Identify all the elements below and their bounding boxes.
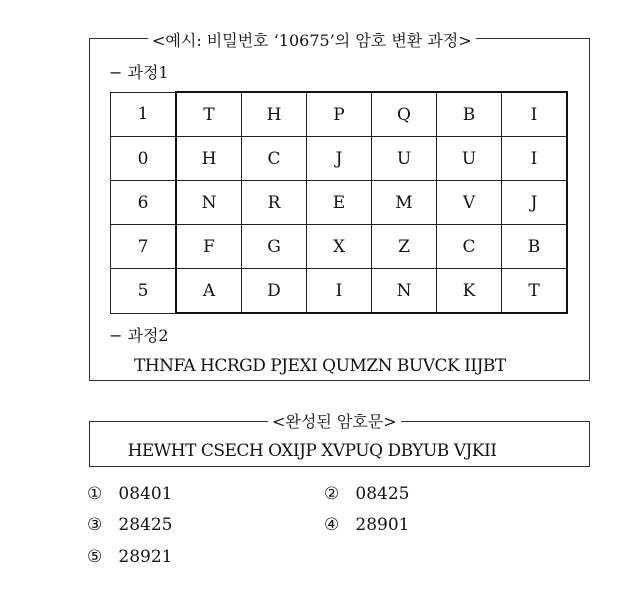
grid-letter-cell: U [372,137,437,181]
grid-key-cell: 7 [111,225,177,269]
grid-letter-cell: N [176,181,242,225]
grid-letter-cell: U [437,137,502,181]
step2-label: − 과정2 [109,326,169,345]
grid-letter-cell: B [502,225,568,269]
option-1-number: ① [87,484,103,504]
grid-letter-cell: N [372,269,437,314]
grid-row [111,225,568,269]
option-5-number: ⑤ [87,547,103,567]
grid-letter-cell: T [502,269,568,314]
option-5[interactable] [87,547,173,567]
grid-letter-cell: G [242,225,307,269]
option-1[interactable] [87,484,173,504]
option-2-value: 08425 [355,484,410,504]
grid-letter-cell: C [437,225,502,269]
grid-letter-cell: Q [372,92,437,137]
result-text [0,441,624,461]
grid-letter-cell: H [242,92,307,137]
grid-letter-cell: Z [372,225,437,269]
option-3-number: ③ [87,515,103,535]
grid-row [111,92,568,137]
grid-letter-cell: K [437,269,502,314]
step1-label: − 과정1 [109,63,169,82]
step2-text: THNFA HCRGD PJEXI QUMZN BUVCK IIJBT [134,356,506,376]
grid-letter-cell: B [437,92,502,137]
option-4-value: 28901 [355,515,410,535]
grid-letter-cell: C [242,137,307,181]
grid-letter-cell: I [307,269,372,314]
grid-key-cell: 5 [111,269,177,314]
option-5-value: 28921 [118,547,173,567]
grid-letter-cell: J [307,137,372,181]
grid-letter-cell: V [437,181,502,225]
grid-letter-cell: H [176,137,242,181]
grid-letter-cell: R [242,181,307,225]
grid-key-cell: 6 [111,181,177,225]
option-1-value: 08401 [118,484,173,504]
option-4[interactable] [324,515,410,535]
grid-letter-cell: D [242,269,307,314]
result-caption: <완성된 암호문> [268,409,401,432]
result-ciphertext: HEWHT CSECH OXIJP XVPUQ DBYUB VJKII [127,441,497,461]
grid-letter-cell: M [372,181,437,225]
option-3[interactable] [87,515,173,535]
option-2-number: ② [324,484,340,504]
cipher-grid [110,91,568,314]
option-3-value: 28425 [118,515,173,535]
grid-key-cell: 0 [111,137,177,181]
grid-letter-cell: X [307,225,372,269]
example-caption: <예시: 비밀번호 ‘10675’의 암호 변환 과정> [148,28,476,51]
grid-letter-cell: T [176,92,242,137]
grid-letter-cell: I [502,137,568,181]
grid-row [111,269,568,314]
grid-letter-cell: J [502,181,568,225]
grid-key-cell: 1 [111,92,177,137]
grid-letter-cell: A [176,269,242,314]
option-4-number: ④ [324,515,340,535]
option-2[interactable] [324,484,410,504]
grid-letter-cell: P [307,92,372,137]
grid-letter-cell: I [502,92,568,137]
grid-row [111,181,568,225]
grid-letter-cell: E [307,181,372,225]
grid-letter-cell: F [176,225,242,269]
grid-row [111,137,568,181]
